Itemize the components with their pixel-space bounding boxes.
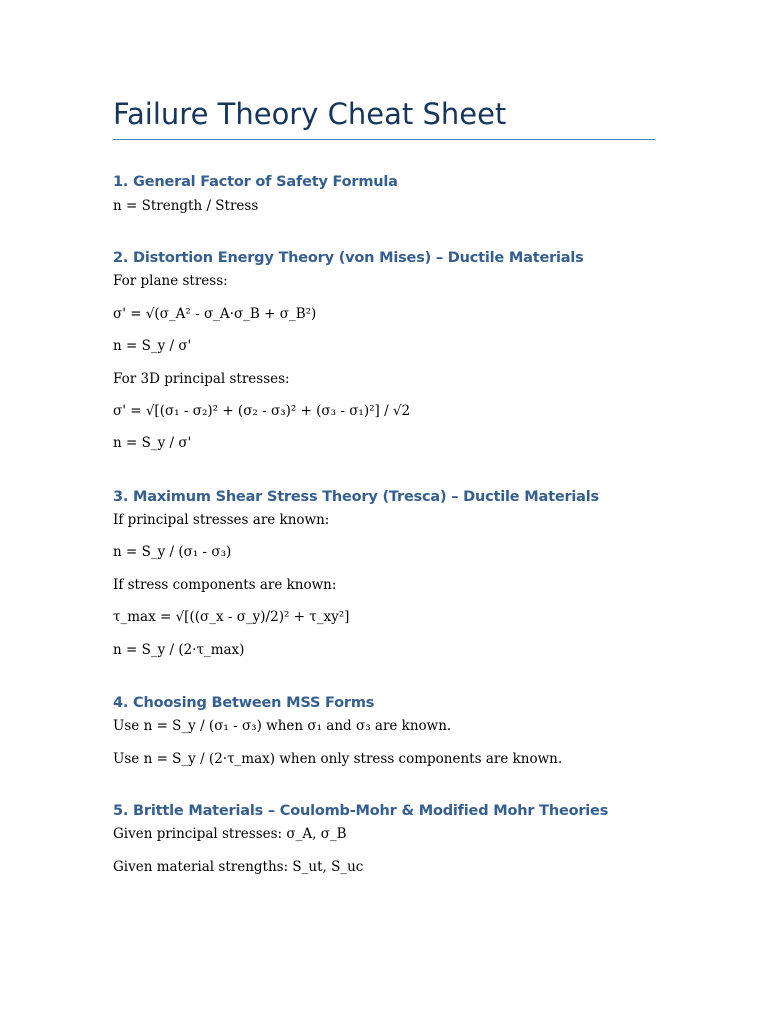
formula-line: n = S_y / σ' [113,435,192,451]
formula-line: σ' = √[(σ₁ - σ₂)² + (σ₂ - σ₃)² + (σ₃ - σ₁)²] / √2 [113,403,411,419]
body-text-line: Given principal stresses: σ_A, σ_B [113,826,347,842]
body-text-line: For 3D principal stresses: [113,371,290,387]
formula-line: n = S_y / (σ₁ - σ₃) [113,544,232,560]
body-text-line: If principal stresses are known: [113,512,330,528]
formula-line: σ' = √(σ_A² - σ_A·σ_B + σ_B²) [113,306,317,322]
formula-line: n = S_y / σ' [113,338,192,354]
formula-line: n = Strength / Stress [113,198,259,214]
document-title: Failure Theory Cheat Sheet [113,97,507,131]
body-text-line: Given material strengths: S_ut, S_uc [113,859,364,875]
formula-line: n = S_y / (2·τ_max) [113,642,245,658]
section-heading-distortion-energy-theory: 2. Distortion Energy Theory (von Mises) – Ductile Materials [113,250,584,266]
body-text-line: For plane stress: [113,273,228,289]
section-heading-brittle-materials: 5. Brittle Materials – Coulomb-Mohr & Modified Mohr Theories [113,803,609,819]
body-text-line: Use n = S_y / (2·τ_max) when only stress components are known. [113,751,563,767]
body-text-line: If stress components are known: [113,577,337,593]
title-underline-rule [113,139,655,140]
formula-line: τ_max = √[((σ_x - σ_y)/2)² + τ_xy²] [113,609,350,625]
section-heading-general-factor-of-safety: 1. General Factor of Safety Formula [113,174,398,190]
section-heading-maximum-shear-stress-theory: 3. Maximum Shear Stress Theory (Tresca) – Ductile Materials [113,489,599,505]
body-text-line: Use n = S_y / (σ₁ - σ₃) when σ₁ and σ₃ are known. [113,718,452,734]
section-heading-choosing-between-mss-forms: 4. Choosing Between MSS Forms [113,695,375,711]
